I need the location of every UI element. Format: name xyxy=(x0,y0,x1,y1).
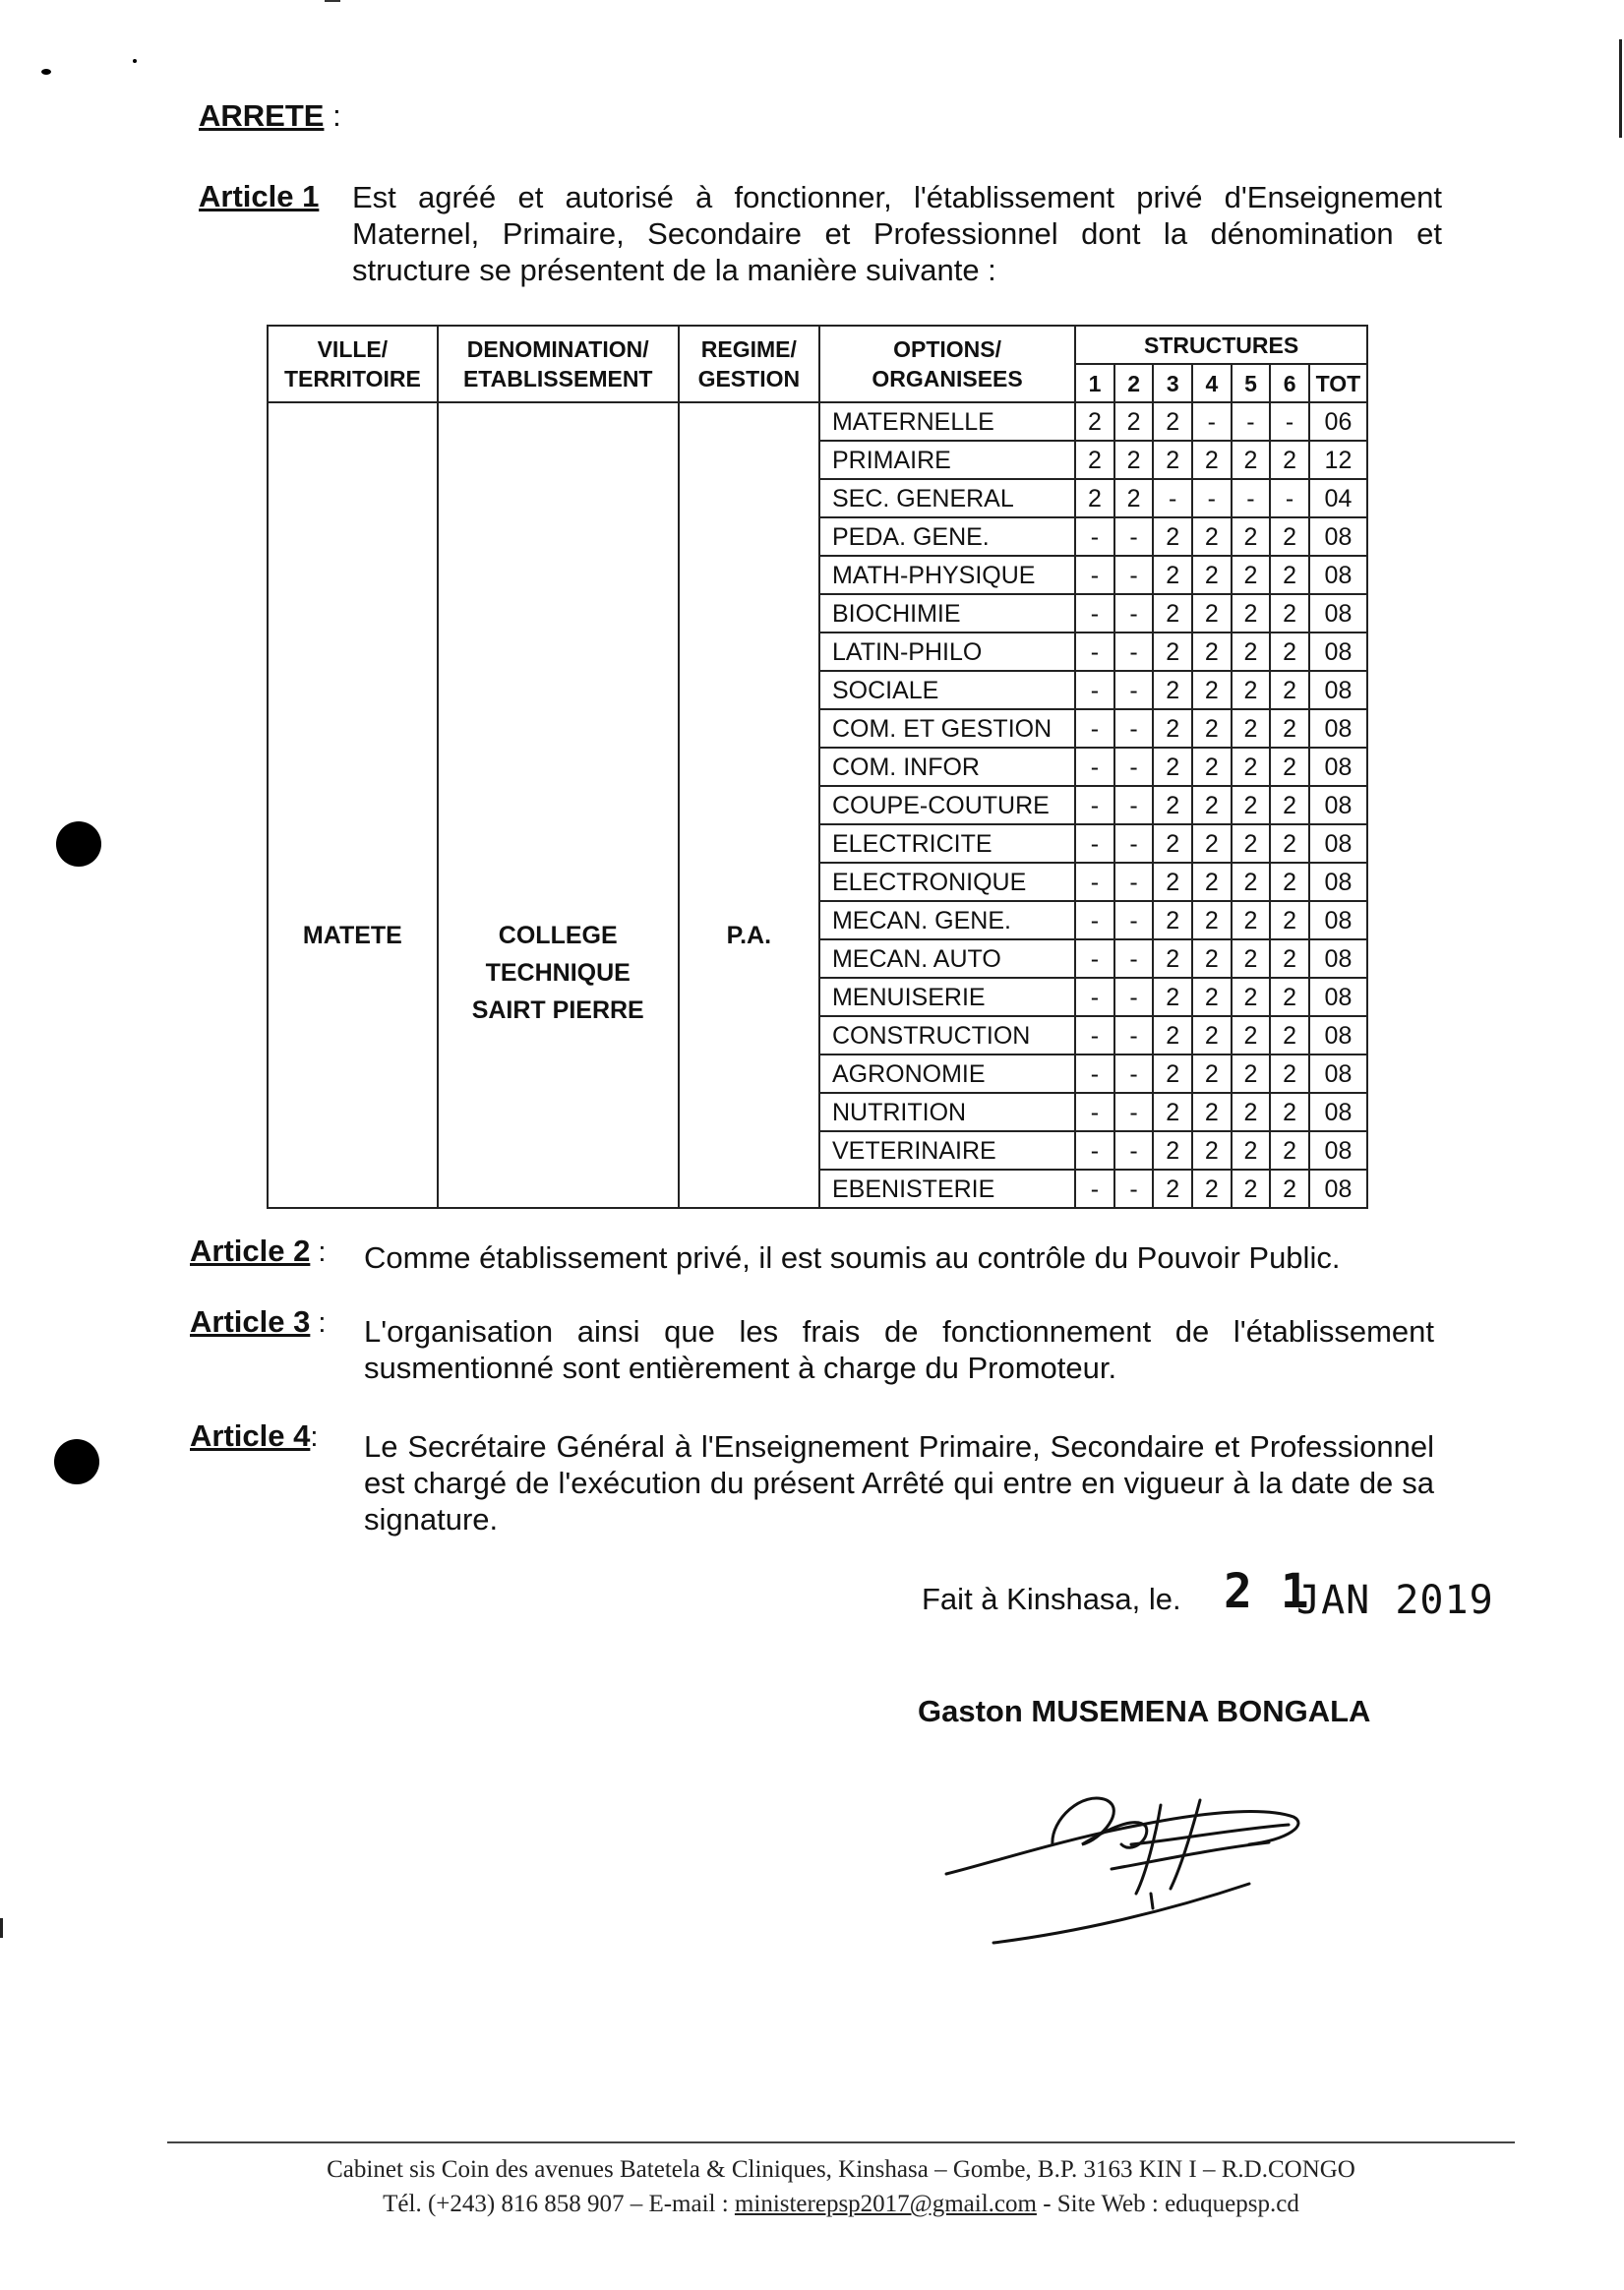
article-2-label-wrap: Article 2 : xyxy=(190,1234,327,1268)
footer-email[interactable]: ministerepsp2017@gmail.com xyxy=(734,2191,1037,2217)
article-1-label-wrap xyxy=(199,179,319,214)
structure-value: 2 xyxy=(1192,901,1232,939)
structure-value: 2 xyxy=(1192,1016,1232,1055)
structure-value: 2 xyxy=(1270,594,1309,633)
punch-hole-bottom xyxy=(54,1439,99,1484)
structure-value: - xyxy=(1075,556,1114,594)
structure-total: 08 xyxy=(1309,748,1367,786)
structure-value: 2 xyxy=(1270,901,1309,939)
footer-tel: Tél. (+243) 816 858 907 – E-mail : xyxy=(383,2191,729,2217)
structure-value: - xyxy=(1114,1016,1154,1055)
structure-value: - xyxy=(1270,402,1309,441)
date-stamp-day: 2 1 xyxy=(1224,1564,1309,1619)
structure-value: 2 xyxy=(1270,633,1309,671)
article-3-label: Article 3 xyxy=(190,1304,311,1339)
structure-total: 08 xyxy=(1309,901,1367,939)
structure-value: 2 xyxy=(1153,441,1192,479)
footer-address: Cabinet sis Coin des avenues Batetela & Cliniques, Kinshasa – Gombe, B.P. 3163 KIN I – R.D.CONGO xyxy=(327,2156,1355,2183)
structure-value: - xyxy=(1114,748,1154,786)
structure-value: 2 xyxy=(1270,517,1309,556)
option-name: SEC. GENERAL xyxy=(819,479,1075,517)
option-name: COM. INFOR xyxy=(819,748,1075,786)
structure-value: - xyxy=(1114,594,1154,633)
structure-value: - xyxy=(1114,1170,1154,1208)
structure-value: 2 xyxy=(1232,594,1271,633)
structure-value: - xyxy=(1075,1016,1114,1055)
signatory-name: Gaston MUSEMENA BONGALA xyxy=(918,1694,1371,1728)
denomination-line: COLLEGE xyxy=(498,922,618,949)
structure-value: - xyxy=(1075,824,1114,863)
structure-value: 2 xyxy=(1270,671,1309,709)
header-structures: STRUCTURES xyxy=(1075,326,1367,364)
scan-mark-small xyxy=(133,59,137,63)
structure-value: 2 xyxy=(1232,1055,1271,1093)
header-denomination: DENOMINATION/ ETABLISSEMENT xyxy=(438,326,679,402)
article-2-label: Article 2 xyxy=(190,1234,311,1268)
structure-value: 2 xyxy=(1192,1055,1232,1093)
structure-value: 2 xyxy=(1270,824,1309,863)
option-name: COM. ET GESTION xyxy=(819,709,1075,748)
denomination-line: SAIRT PIERRE xyxy=(471,996,644,1024)
heading-title: ARRETE xyxy=(199,98,325,133)
structure-value: 2 xyxy=(1153,402,1192,441)
scan-edge-left xyxy=(0,1918,3,1938)
structure-value: 2 xyxy=(1192,978,1232,1016)
structure-value: 2 xyxy=(1075,479,1114,517)
structure-value: - xyxy=(1075,939,1114,978)
structure-value: 2 xyxy=(1270,939,1309,978)
structure-value: 2 xyxy=(1192,1131,1232,1170)
regime-value: P.A. xyxy=(726,922,772,949)
footer-divider xyxy=(167,2141,1515,2143)
option-name: EBENISTERIE xyxy=(819,1170,1075,1208)
structure-total: 08 xyxy=(1309,1093,1367,1131)
header-structure-col: 2 xyxy=(1114,364,1154,402)
structure-value: 2 xyxy=(1232,824,1271,863)
structure-value: 2 xyxy=(1192,863,1232,901)
structure-total: 08 xyxy=(1309,824,1367,863)
heading-colon: : xyxy=(332,98,341,133)
structure-table xyxy=(267,325,1368,1209)
structure-value: 2 xyxy=(1114,479,1154,517)
structure-value: 2 xyxy=(1270,1055,1309,1093)
structure-value: 2 xyxy=(1270,1016,1309,1055)
structure-value: 2 xyxy=(1153,939,1192,978)
structure-total: 08 xyxy=(1309,863,1367,901)
structure-total: 08 xyxy=(1309,1016,1367,1055)
structure-value: 2 xyxy=(1270,1170,1309,1208)
signature xyxy=(934,1746,1328,1972)
header-structure-col: 5 xyxy=(1232,364,1271,402)
structure-value: 2 xyxy=(1192,939,1232,978)
structure-value: 2 xyxy=(1153,978,1192,1016)
structure-total: 08 xyxy=(1309,633,1367,671)
structure-value: - xyxy=(1075,633,1114,671)
structure-value: - xyxy=(1075,594,1114,633)
structure-value: 2 xyxy=(1114,441,1154,479)
structure-total: 08 xyxy=(1309,1131,1367,1170)
structure-total: 04 xyxy=(1309,479,1367,517)
cell-ville xyxy=(268,402,438,1208)
structure-value: 2 xyxy=(1153,786,1192,824)
option-name: ELECTRONIQUE xyxy=(819,863,1075,901)
structure-total: 08 xyxy=(1309,709,1367,748)
structure-value: 2 xyxy=(1153,1093,1192,1131)
header-ville: VILLE/ TERRITOIRE xyxy=(268,326,438,402)
footer-site: - Site Web : eduquepsp.cd xyxy=(1043,2191,1299,2217)
structure-value: 2 xyxy=(1153,901,1192,939)
denomination-line: TECHNIQUE xyxy=(485,959,631,987)
structure-value: 2 xyxy=(1192,748,1232,786)
structure-value: 2 xyxy=(1232,517,1271,556)
header-structure-col: 6 xyxy=(1270,364,1309,402)
footer-contacts xyxy=(167,2191,1515,2218)
structure-value: - xyxy=(1270,479,1309,517)
structure-value: - xyxy=(1114,1055,1154,1093)
option-name: BIOCHIMIE xyxy=(819,594,1075,633)
header-structure-col: 4 xyxy=(1192,364,1232,402)
structure-value: - xyxy=(1075,1170,1114,1208)
option-name: MATERNELLE xyxy=(819,402,1075,441)
structure-value: 2 xyxy=(1153,1016,1192,1055)
structure-value: 2 xyxy=(1153,863,1192,901)
header-structure-col: 3 xyxy=(1153,364,1192,402)
structure-value: - xyxy=(1075,1093,1114,1131)
structure-value: 2 xyxy=(1232,556,1271,594)
header-structure-col: 1 xyxy=(1075,364,1114,402)
structure-value: 2 xyxy=(1153,556,1192,594)
cell-regime xyxy=(679,402,819,1208)
structure-value: 2 xyxy=(1232,1131,1271,1170)
structure-value: 2 xyxy=(1232,863,1271,901)
option-name: PRIMAIRE xyxy=(819,441,1075,479)
structure-value: - xyxy=(1114,517,1154,556)
structure-value: - xyxy=(1114,671,1154,709)
scan-mark xyxy=(41,69,51,75)
structure-value: - xyxy=(1075,748,1114,786)
option-name: NUTRITION xyxy=(819,1093,1075,1131)
article-3-label-wrap: Article 3 : xyxy=(190,1304,327,1339)
structure-value: - xyxy=(1114,863,1154,901)
structure-value: 2 xyxy=(1153,748,1192,786)
structure-value: 2 xyxy=(1270,863,1309,901)
structure-total: 08 xyxy=(1309,556,1367,594)
structure-value: 2 xyxy=(1232,748,1271,786)
structure-value: 2 xyxy=(1153,1131,1192,1170)
structure-total: 08 xyxy=(1309,1055,1367,1093)
structure-value: - xyxy=(1114,709,1154,748)
option-name: MECAN. GENE. xyxy=(819,901,1075,939)
structure-value: 2 xyxy=(1114,402,1154,441)
structure-value: 2 xyxy=(1153,517,1192,556)
structure-value: 2 xyxy=(1270,441,1309,479)
structure-value: 2 xyxy=(1153,709,1192,748)
structure-table-body xyxy=(268,402,1367,1208)
article-4-text: Le Secrétaire Général à l'Enseignement Primaire, Secondaire et Professionnel est chargé de l'exécution du présent Arrêté qui entre en vigueur à la date de sa signature. xyxy=(364,1429,1434,1537)
option-name: SOCIALE xyxy=(819,671,1075,709)
structure-value: - xyxy=(1192,402,1232,441)
structure-total: 08 xyxy=(1309,671,1367,709)
cell-denomination xyxy=(438,402,679,1208)
option-name: MATH-PHYSIQUE xyxy=(819,556,1075,594)
structure-value: 2 xyxy=(1192,709,1232,748)
structure-value: - xyxy=(1114,1093,1154,1131)
structure-value: - xyxy=(1075,901,1114,939)
article-4-label-wrap: Article 4: xyxy=(190,1418,319,1453)
heading xyxy=(199,98,341,134)
structure-total: 08 xyxy=(1309,594,1367,633)
article-1-text: Est agréé et autorisé à fonctionner, l'établissement privé d'Enseignement Maternel, Primaire, Secondaire et Professionnel dont la dénomination et structure se présentent de la manière suivante : xyxy=(352,180,1442,287)
structure-total: 08 xyxy=(1309,978,1367,1016)
structure-value: - xyxy=(1114,1131,1154,1170)
structure-value: 2 xyxy=(1270,709,1309,748)
structure-value: - xyxy=(1075,517,1114,556)
structure-value: 2 xyxy=(1192,786,1232,824)
structure-value: - xyxy=(1232,479,1271,517)
structure-value: 2 xyxy=(1270,1093,1309,1131)
structure-value: 2 xyxy=(1153,824,1192,863)
structure-value: 2 xyxy=(1192,517,1232,556)
structure-value: - xyxy=(1075,863,1114,901)
structure-value: - xyxy=(1075,709,1114,748)
closing-place: Fait à Kinshasa, le. xyxy=(922,1582,1181,1616)
structure-value: 2 xyxy=(1232,709,1271,748)
structure-value: 2 xyxy=(1232,786,1271,824)
option-name: AGRONOMIE xyxy=(819,1055,1075,1093)
option-name: MECAN. AUTO xyxy=(819,939,1075,978)
structure-value: 2 xyxy=(1192,633,1232,671)
structure-value: - xyxy=(1114,824,1154,863)
structure-total: 12 xyxy=(1309,441,1367,479)
structure-value: - xyxy=(1075,978,1114,1016)
structure-value: - xyxy=(1114,901,1154,939)
structure-value: 2 xyxy=(1192,824,1232,863)
table-row xyxy=(268,402,1367,441)
structure-value: - xyxy=(1075,671,1114,709)
structure-value: 2 xyxy=(1270,1131,1309,1170)
structure-total: 06 xyxy=(1309,402,1367,441)
structure-value: 2 xyxy=(1153,671,1192,709)
article-1-label: Article 1 xyxy=(199,179,320,213)
structure-total: 08 xyxy=(1309,939,1367,978)
option-name: CONSTRUCTION xyxy=(819,1016,1075,1055)
structure-value: 2 xyxy=(1192,594,1232,633)
structure-total: 08 xyxy=(1309,786,1367,824)
structure-total: 08 xyxy=(1309,1170,1367,1208)
structure-value: 2 xyxy=(1270,748,1309,786)
structure-value: 2 xyxy=(1232,633,1271,671)
structure-value: 2 xyxy=(1232,901,1271,939)
structure-value: 2 xyxy=(1192,1170,1232,1208)
structure-total: 08 xyxy=(1309,517,1367,556)
structure-value: - xyxy=(1075,1131,1114,1170)
structure-value: - xyxy=(1114,939,1154,978)
scan-mark-top xyxy=(325,0,340,2)
structure-value: 2 xyxy=(1153,1170,1192,1208)
option-name: PEDA. GENE. xyxy=(819,517,1075,556)
header-options: OPTIONS/ ORGANISEES xyxy=(819,326,1075,402)
structure-value: 2 xyxy=(1232,671,1271,709)
structure-value: - xyxy=(1153,479,1192,517)
structure-value: - xyxy=(1232,402,1271,441)
structure-value: 2 xyxy=(1232,441,1271,479)
option-name: COUPE-COUTURE xyxy=(819,786,1075,824)
structure-value: 2 xyxy=(1075,441,1114,479)
structure-value: - xyxy=(1075,786,1114,824)
structure-value: - xyxy=(1192,479,1232,517)
structure-value: 2 xyxy=(1192,441,1232,479)
header-regime: REGIME/ GESTION xyxy=(679,326,819,402)
structure-value: - xyxy=(1114,556,1154,594)
article-4-label: Article 4 xyxy=(190,1418,311,1453)
structure-value: 2 xyxy=(1232,1170,1271,1208)
structure-value: - xyxy=(1075,1055,1114,1093)
structure-value: 2 xyxy=(1153,633,1192,671)
ville-value: MATETE xyxy=(302,922,402,949)
structure-value: 2 xyxy=(1192,556,1232,594)
article-3-text: L'organisation ainsi que les frais de fonctionnement de l'établissement susmentionné sont entièrement à charge du Promoteur. xyxy=(364,1314,1434,1385)
structure-value: 2 xyxy=(1232,1016,1271,1055)
punch-hole-top xyxy=(56,821,101,867)
structure-value: 2 xyxy=(1270,556,1309,594)
header-structure-col: TOT xyxy=(1309,364,1367,402)
structure-value: 2 xyxy=(1270,978,1309,1016)
article-2-text: Comme établissement privé, il est soumis au contrôle du Pouvoir Public. xyxy=(364,1240,1341,1275)
structure-value: 2 xyxy=(1232,978,1271,1016)
scan-edge-right xyxy=(1619,39,1622,138)
structure-value: - xyxy=(1114,633,1154,671)
structure-value: 2 xyxy=(1153,594,1192,633)
option-name: LATIN-PHILO xyxy=(819,633,1075,671)
structure-value: 2 xyxy=(1192,1093,1232,1131)
structure-value: 2 xyxy=(1153,1055,1192,1093)
date-stamp-month-year: JAN 2019 xyxy=(1296,1578,1494,1623)
structure-value: 2 xyxy=(1232,939,1271,978)
structure-value: - xyxy=(1114,978,1154,1016)
option-name: VETERINAIRE xyxy=(819,1131,1075,1170)
structure-value: 2 xyxy=(1075,402,1114,441)
structure-value: - xyxy=(1114,786,1154,824)
structure-value: 2 xyxy=(1270,786,1309,824)
option-name: MENUISERIE xyxy=(819,978,1075,1016)
structure-value: 2 xyxy=(1192,671,1232,709)
option-name: ELECTRICITE xyxy=(819,824,1075,863)
structure-value: 2 xyxy=(1232,1093,1271,1131)
